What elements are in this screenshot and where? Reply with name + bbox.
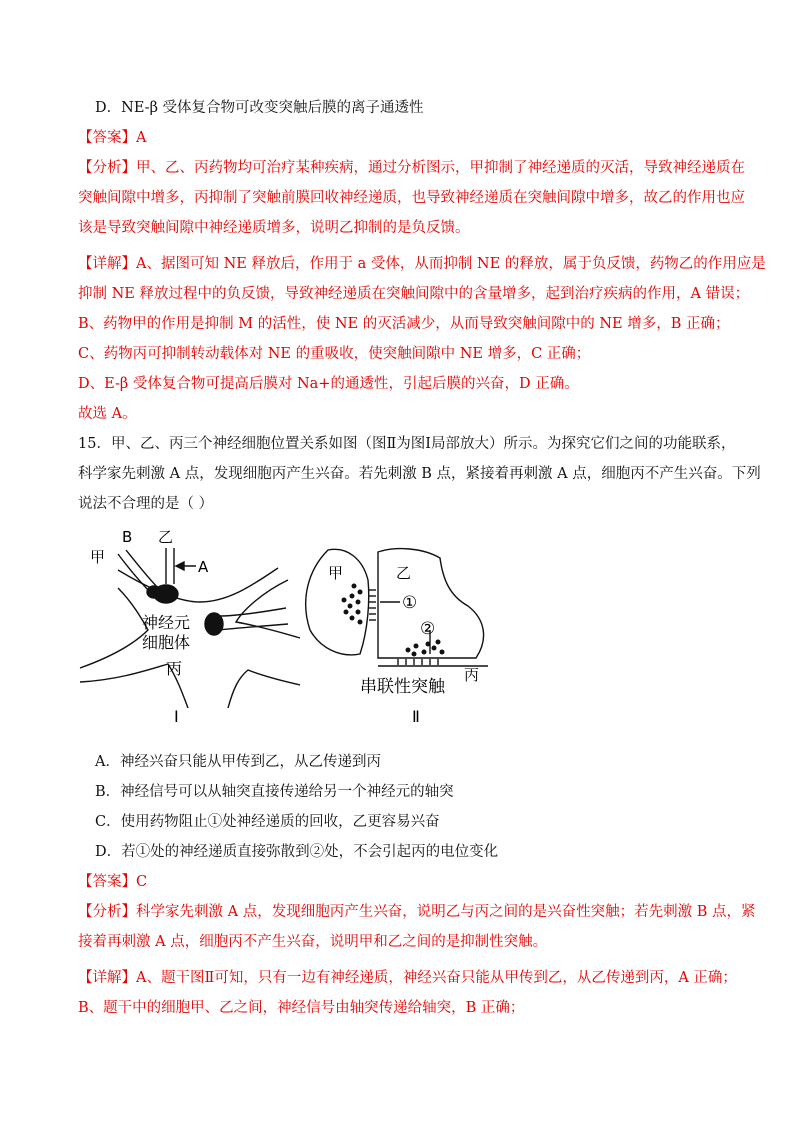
text-line: 该是导致突触间隙中神经递质增多，说明乙抑制的是负反馈。 [78, 220, 470, 236]
text-line: 故选 A。 [78, 406, 137, 422]
text-line: 【答案】C [78, 874, 148, 890]
text-line: B、药物甲的作用是抑制 M 的活性，使 NE 的灭活减少，从而导致突触间隙中的 NE 增多，B 正确； [78, 316, 730, 332]
text-line: 【答案】A [78, 130, 147, 146]
vesicles-2 [406, 640, 445, 657]
cell-body-bottom-right [228, 670, 300, 708]
vesicles-1 [342, 584, 363, 625]
fig1-label-bing: 丙 [166, 659, 183, 678]
fig1-label-neuron: 神经元 [142, 613, 191, 632]
text-line: 科学家先刺激 A 点，发现细胞丙产生兴奋。若先刺激 B 点，紧接着再刺激 A 点，细胞丙不产生兴奋。下列 [78, 466, 761, 482]
fig1-label-b: B [122, 530, 133, 546]
text-line: C．使用药物阻止①处神经递质的回收，乙更容易兴奋 [95, 814, 440, 830]
text-line: 【详解】A、题干图Ⅱ可知，只有一边有神经递质，神经兴奋只能从甲传到乙，从乙传递到丙，A 正确； [78, 970, 737, 986]
text-line: B．神经信号可以从轴突直接传递给另一个神经元的轴突 [95, 784, 454, 800]
terminal-jia [147, 586, 161, 598]
fig2-label-yi: 乙 [396, 564, 412, 582]
text-line: D、E-β 受体复合物可提高后膜对 Na+的通透性，引起后膜的兴奋，D 正确。 [78, 376, 579, 392]
text-line: 【详解】A、据图可知 NE 释放后，作用于 a 受体，从而抑制 NE 的释放，属于负反馈，药物乙的作用应是 [78, 256, 766, 272]
fig2-label-synapse: 串联性突触 [360, 677, 445, 697]
text-line: 抑制 NE 释放过程中的负反馈，导致神经递质在突触间隙中的含量增多，起到治疗疾病的作用，A 错误； [78, 286, 750, 302]
fig2-label-jia: 甲 [328, 564, 344, 582]
receptors-2 [398, 659, 438, 665]
fig2-label-bing: 丙 [464, 666, 480, 684]
text-line: 15．甲、乙、丙三个神经细胞位置关系如图（图Ⅱ为图Ⅰ局部放大）所示。为探究它们之间的功能联系， [78, 436, 736, 452]
text-line: D．NE-β 受体复合物可改变突触后膜的离子通透性 [95, 100, 424, 116]
text-line: B、题干中的细胞甲、乙之间，神经信号由轴突传递给轴突，B 正确； [78, 1000, 525, 1016]
cell-body-left-edge [80, 588, 148, 668]
fig2-label-2: ② [420, 619, 436, 639]
receptors-1 [369, 590, 376, 620]
text-line: A．神经兴奋只能从甲传到乙，从乙传递到丙 [95, 754, 381, 770]
fig2-label-1: ① [402, 593, 418, 613]
text-line: 【分析】甲、乙、丙药物均可治疗某种疾病，通过分析图示，甲抑制了神经递质的灭活，导致神经递质在 [78, 160, 745, 176]
fig1-label-cellbody: 细胞体 [142, 633, 191, 652]
text-line: D．若①处的神经递质直接弥散到②处，不会引起丙的电位变化 [95, 844, 499, 860]
arrow-a-head [176, 562, 184, 570]
fig1-label-a: A [198, 558, 209, 576]
text-line: C、药物丙可抑制转动载体对 NE 的重吸收，使突触间隙中 NE 增多，C 正确； [78, 346, 591, 362]
fig2-caption: Ⅱ [412, 707, 420, 726]
terminal-right [205, 613, 223, 635]
text-line: 接着再刺激 A 点，细胞丙不产生兴奋，说明甲和乙之间的是抑制性突触。 [78, 934, 548, 950]
fig1-label-jia: 甲 [90, 548, 106, 566]
text-line: 突触间隙中增多，丙抑制了突触前膜回收神经递质，也导致神经递质在突触间隙中增多，故乙的作用也应 [78, 190, 745, 206]
axon-right-1 [218, 608, 286, 616]
fig1-caption: Ⅰ [174, 707, 179, 726]
text-line: 【分析】科学家先刺激 A 点，发现细胞丙产生兴奋，说明乙与丙之间的是兴奋性突触；若先刺激 B 点，紧 [78, 904, 756, 920]
neuron-diagram [78, 530, 498, 730]
neuron-figure [78, 530, 498, 730]
text-line: 说法不合理的是（ ） [78, 496, 214, 512]
cell-yi-outline [378, 549, 484, 658]
fig1-label-yi: 乙 [158, 530, 174, 546]
axon-jia-2 [118, 554, 152, 594]
